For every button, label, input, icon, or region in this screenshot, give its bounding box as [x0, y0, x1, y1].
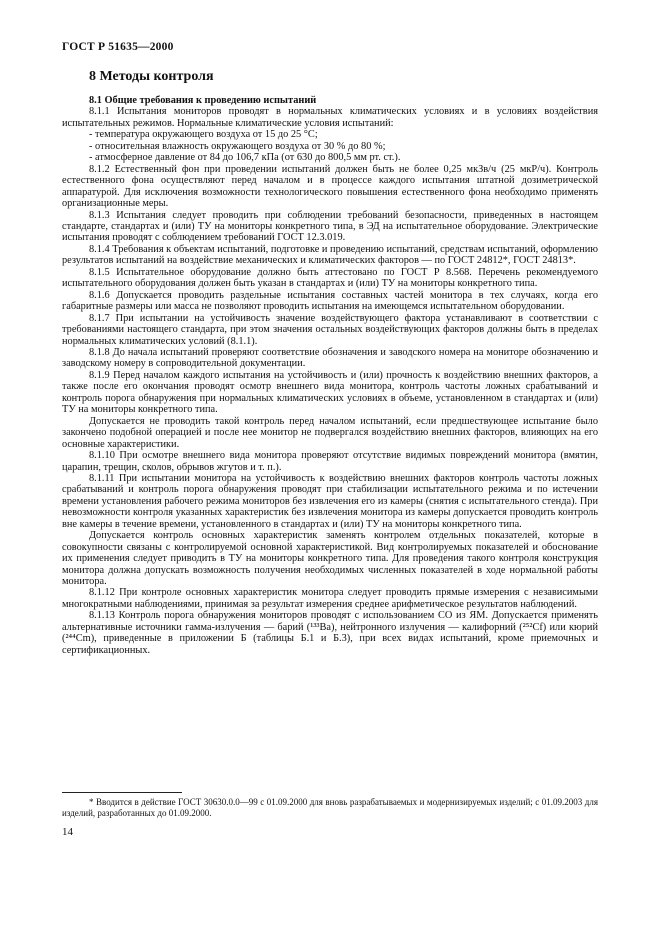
section-title: 8 Методы контроля	[89, 69, 214, 84]
paragraph: 8.1.6 Допускается проводить раздельные испытания составных частей монитора в тех случаях, когда его габаритные размеры или масса не позволяют проводить испытания на имеющемся испытательном оборудовании.	[62, 289, 598, 313]
paragraph: 8.1.12 При контроле основных характеристик монитора следует проводить прямые измерения с независимыми многократными наблюдениями, принимая за результат измерения среднее арифметическое результатов наблюдений.	[62, 587, 598, 610]
paragraph: 8.1.11 При испытании монитора на устойчивость к воздействию внешних факторов контроль частоты ложных срабатываний и контроль порога обнаружения проводят при стабилизации испытательного режима и по истечении времени установления рабочего режима мониторов без извлечения его из камеры (снятия с испытательного стенда). При невозможности контроля указанных характеристик без извлечения монитора из камеры допускается проводить контроль вне камеры в течение времени, установленного в стандартах и (или) ТУ на мониторы конкретного типа.	[62, 472, 598, 530]
paragraph: 8.1.2 Естественный фон при проведении испытаний должен быть не более 0,25 мкЗв/ч (25 мкР/ч). Контроль естественного фона осуществляют перед началом и в процессе каждого испытания штатной дозиметрической аппаратурой. Для исключения возможности технологического повышения естественного фона необходимо применять организационные меры.	[62, 163, 598, 210]
paragraph: 8.1.7 При испытании на устойчивость значение воздействующего фактора устанавливают в соответствии с требованиями настоящего стандарта, при этом значения остальных воздействующих факторов должны быть в пределах нормальных климатических условий (8.1.1).	[62, 312, 598, 347]
paragraph: 8.1.3 Испытания следует проводить при соблюдении требований безопасности, приведенных в настоящем стандарте, стандартах и (или) ТУ на мониторы конкретного типа, в ЭД на испытательное оборудование. Электрические испытания проводят с соблюдением требований ГОСТ 12.3.019.	[62, 209, 598, 244]
footnote-divider	[62, 792, 182, 793]
standard-header: ГОСТ Р 51635—2000	[62, 41, 174, 53]
paragraph: Допускается не проводить такой контроль перед началом испытаний, если предшествующее испытание было закончено подобной операцией и после нее монитор не подвергался воздействию внешних факторов, влияющих на его основные характеристики.	[62, 415, 598, 450]
paragraph: 8.1.4 Требования к объектам испытаний, подготовке и проведению испытаний, средствам испытаний, оформлению результатов испытаний на воздействие механических и климатических факторов — по ГОСТ 24812*, ГОСТ 24813*.	[62, 243, 598, 267]
paragraph: 8.1.8 До начала испытаний проверяют соответствие обозначения и заводского номера на мониторе обозначению и заводскому номеру в сопроводительной документации.	[62, 346, 598, 370]
list-item: - атмосферное давление от 84 до 106,7 кПа (от 630 до 800,5 мм рт. ст.).	[89, 152, 401, 164]
paragraph: Допускается контроль основных характеристик заменять контролем отдельных показателей, которые в совокупности связаны с контролируемой основной характеристикой. Вид контролируемых показателей и обоснование их применения следует приводить в ТУ на мониторы конкретного типа. Для проведения такого контроля конструкция монитора должна допускать возможность получения необходимых численных показателей в ходе нормальной работы монитора.	[62, 530, 598, 588]
list-item: - температура окружающего воздуха от 15 до 25 °С;	[89, 129, 318, 141]
list-item: - относительная влажность окружающего воздуха от 30 % до 80 %;	[89, 140, 386, 152]
paragraph: 8.1.9 Перед началом каждого испытания на устойчивость и (или) прочность к воздействию внешних факторов, а также после его окончания проводят осмотр внешнего вида монитора, контроль частоты ложных срабатываний и контроль порога обнаружения при нормальных климатических условиях в объеме, установленном в стандартах и (или) ТУ на мониторы конкретного типа.	[62, 369, 598, 416]
paragraph: 8.1.10 При осмотре внешнего вида монитора проверяют отсутствие видимых повреждений монитора (вмятин, царапин, трещин, сколов, обрывов жгутов и т. п.).	[62, 450, 598, 473]
paragraph: 8.1.5 Испытательное оборудование должно быть аттестовано по ГОСТ Р 8.568. Перечень рекомендуемого испытательного оборудования должен быть указан в стандартах и (или) ТУ на мониторы конкретного типа.	[62, 266, 598, 290]
footnote: * Вводится в действие ГОСТ 30630.0.0—99 с 01.09.2000 для вновь разрабатываемых и модернизируемых изделий; с 01.09.2003 для изделий, разработанных до 01.09.2000.	[62, 797, 598, 818]
paragraph: 8.1.13 Контроль порога обнаружения мониторов проводят с использованием СО из ЯМ. Допускается применять альтернативные источники гамма-излучения — барий (¹³³Ва), нейтронного излучения — калифорний (²⁵²Cf) или кюрий (²⁴⁴Cm), приведенные в приложении Б (таблицы Б.1 и Б.3), при всех видах испытаний, кроме приемочных и сертификационных.	[62, 610, 598, 656]
subsection-heading: 8.1 Общие требования к проведению испытаний	[89, 95, 317, 106]
page-number: 14	[62, 826, 73, 838]
paragraph: 8.1.1 Испытания мониторов проводят в нормальных климатических условиях и в условиях воздействия испытательных режимов. Нормальные климатические условия испытаний:	[62, 106, 598, 129]
body-text	[62, 95, 598, 656]
